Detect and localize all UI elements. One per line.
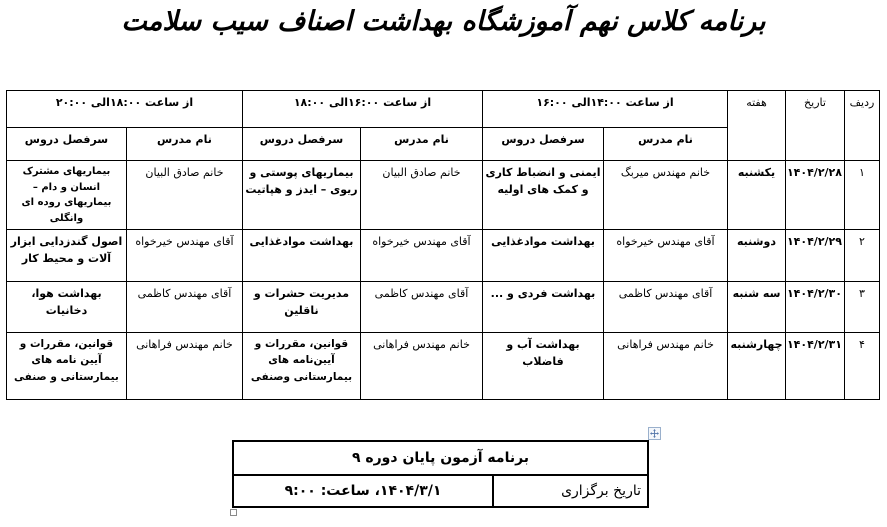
cell-teacher-2: خانم مهندس فراهانی: [360, 333, 482, 400]
cell-topic-2: قوانین، مقررات و آیین‌نامه های بیمارستانی وصنفی: [242, 333, 360, 400]
cell-day: دوشنبه: [728, 230, 786, 282]
header-date: تاریخ: [786, 91, 845, 161]
cell-date: ۱۴۰۴/۲/۲۹: [786, 230, 845, 282]
cell-teacher-1: خانم مهندس فراهانی: [604, 333, 728, 400]
header-row-time: [6, 91, 879, 128]
cell-topic-1: ایمنی و انضباط کاری و کمک های اولیه: [482, 161, 603, 230]
cell-topic-1: بهداشت آب و فاضلاب: [482, 333, 603, 400]
cell-rank: ۱: [845, 161, 880, 230]
cell-teacher-1: آقای مهندس خیرخواه: [604, 230, 728, 282]
header-teacher-2: نام مدرس: [360, 128, 482, 161]
cell-day: چهارشنبه: [728, 333, 786, 400]
cell-teacher-2: خانم صادق البیان: [360, 161, 482, 230]
cell-topic-1: بهداشت موادغذایی: [482, 230, 603, 282]
cell-teacher-3: آقای مهندس کاظمی: [126, 282, 242, 333]
cell-teacher-1: آقای مهندس کاظمی: [604, 282, 728, 333]
cell-topic-3: بهداشت هوا، دخانیات: [6, 282, 126, 333]
cell-rank: ۳: [845, 282, 880, 333]
exam-header-row: [233, 441, 648, 475]
cell-date: ۱۴۰۴/۲/۲۸: [786, 161, 845, 230]
cell-topic-3: بیماریهای مشترک انسان و دام – بیماریهای روده ای وانگلی: [6, 161, 126, 230]
cell-teacher-2: آقای مهندس خیرخواه: [360, 230, 482, 282]
cell-topic-2: بیماریهای پوستی و ریوی – ایدز و هپاتیت: [242, 161, 360, 230]
cell-date: ۱۴۰۴/۲/۳۰: [786, 282, 845, 333]
header-rank: ردیف: [845, 91, 880, 161]
cell-teacher-1: خانم مهندس میربگ: [604, 161, 728, 230]
table-row: [6, 282, 879, 333]
cell-topic-3: قوانین، مقررات و آیین نامه های بیمارستانی و صنفی: [6, 333, 126, 400]
four-arrows-move-icon: [650, 429, 659, 438]
cell-teacher-3: آقای مهندس خیرخواه: [126, 230, 242, 282]
cell-teacher-2: آقای مهندس کاظمی: [360, 282, 482, 333]
cell-teacher-3: خانم مهندس فراهانی: [126, 333, 242, 400]
exam-schedule-table: [232, 440, 649, 508]
time-block-3-label: از ساعت ۱۸:۰۰الی ۲۰:۰۰: [6, 91, 242, 128]
cell-topic-2: مدیریت حشرات و ناقلین: [242, 282, 360, 333]
header-teacher-1: نام مدرس: [604, 128, 728, 161]
header-day: هفته: [728, 91, 786, 161]
header-topic-3: سرفصل دروس: [6, 128, 126, 161]
class-schedule-table: [6, 90, 880, 400]
table-resize-handle-icon[interactable]: [230, 509, 237, 516]
cell-topic-3: اصول گندزدایی ابزار آلات و محیط کار: [6, 230, 126, 282]
cell-date: ۱۴۰۴/۲/۳۱: [786, 333, 845, 400]
cell-rank: ۴: [845, 333, 880, 400]
cell-topic-2: بهداشت موادغذایی: [242, 230, 360, 282]
table-move-handle-icon[interactable]: [648, 427, 661, 440]
header-topic-2: سرفصل دروس: [242, 128, 360, 161]
exam-date-value: ۱۴۰۴/۳/۱، ساعت: ۹:۰۰: [233, 475, 493, 507]
header-topic-1: سرفصل دروس: [482, 128, 603, 161]
time-block-1-label: از ساعت ۱۴:۰۰الی ۱۶:۰۰: [482, 91, 727, 128]
time-block-2-label: از ساعت ۱۶:۰۰الی ۱۸:۰۰: [242, 91, 482, 128]
table-row: [6, 333, 879, 400]
exam-date-label: تاریخ برگزاری: [493, 475, 648, 507]
cell-teacher-3: خانم صادق البیان: [126, 161, 242, 230]
exam-date-row: [233, 475, 648, 507]
exam-title: برنامه آزمون پایان دوره ۹: [233, 441, 648, 475]
cell-rank: ۲: [845, 230, 880, 282]
cell-day: سه شنبه: [728, 282, 786, 333]
table-row: [6, 161, 879, 230]
cell-topic-1: بهداشت فردی و ...: [482, 282, 603, 333]
table-row: [6, 230, 879, 282]
cell-day: یکشنبه: [728, 161, 786, 230]
page-title: برنامه کلاس نهم آموزشگاه بهداشت اصناف سیب سلامت: [121, 6, 766, 37]
header-teacher-3: نام مدرس: [126, 128, 242, 161]
